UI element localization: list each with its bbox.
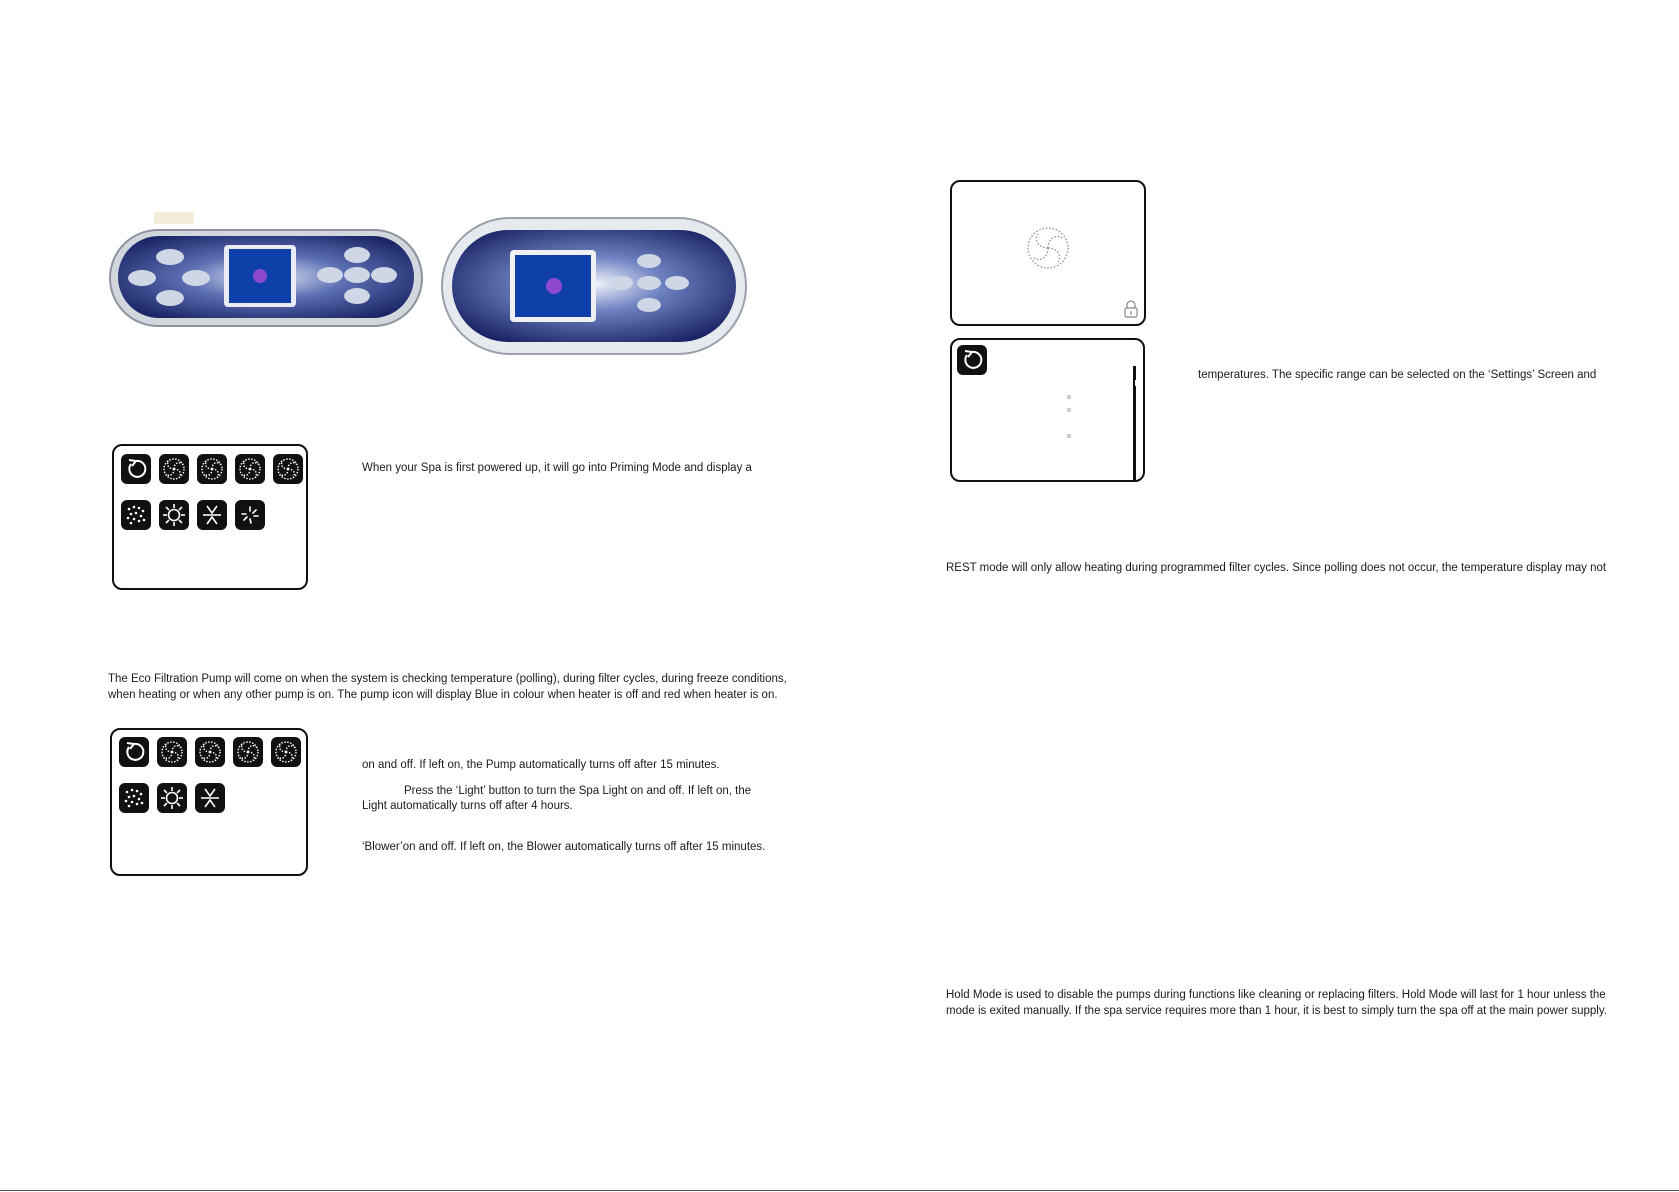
priming-screen <box>950 180 1146 326</box>
list-item-marker <box>1067 395 1071 399</box>
temperatures-paragraph: temperatures. The specific range can be selected on the ‘Settings’ Screen and <box>1198 369 1597 381</box>
pump-icon[interactable] <box>195 737 225 767</box>
hold-mode-line-2: mode is exited manually. If the spa service requires more than 1 hour, it is best to simply turn the spa off at the main power supply. <box>946 1005 1607 1017</box>
blower-icon[interactable] <box>119 783 149 813</box>
pump-icon[interactable] <box>273 454 303 484</box>
main-screen-icons-2 <box>110 728 308 876</box>
back-arrow-icon[interactable] <box>957 345 987 375</box>
back-arrow-icon[interactable] <box>119 737 149 767</box>
page-bottom-rule <box>0 1190 1679 1191</box>
light-paragraph-line-1: Press the ‘Light’ button to turn the Spa Light on and off. If left on, the <box>404 785 752 797</box>
control-panel-illustration-2 <box>440 212 748 358</box>
list-item-marker <box>1067 408 1071 412</box>
light-icon[interactable] <box>157 783 187 813</box>
rest-mode-paragraph: REST mode will only allow heating during programmed filter cycles. Since polling does not occur, the temperature display may not <box>946 562 1607 574</box>
pump-icon[interactable] <box>271 737 301 767</box>
blower-icon[interactable] <box>121 500 151 530</box>
pump-icon[interactable] <box>235 454 265 484</box>
blower-paragraph: ‘Blower’on and off. If left on, the Blower automatically turns off after 15 minutes. <box>362 841 766 853</box>
scrollbar-thumb-notch <box>1135 380 1137 386</box>
settings-list-screen <box>950 338 1145 482</box>
main-screen-icons-1 <box>112 444 308 590</box>
priming-spinner-icon <box>1024 224 1072 272</box>
pump-icon[interactable] <box>159 454 189 484</box>
hold-mode-line-1: Hold Mode is used to disable the pumps during functions like cleaning or replacing filters. Hold Mode will last for 1 hour unless the <box>946 989 1606 1001</box>
mode-icon[interactable] <box>197 500 227 530</box>
eco-filtration-line-2: when heating or when any other pump is on. The pump icon will display Blue in colour when heater is off and red when heater is on. <box>108 689 778 701</box>
circulation-pump-icon[interactable] <box>235 500 265 530</box>
pump-icon[interactable] <box>157 737 187 767</box>
control-panel-illustration-1 <box>108 212 424 330</box>
lock-icon <box>1124 300 1138 318</box>
light-icon[interactable] <box>159 500 189 530</box>
priming-mode-paragraph: When your Spa is first powered up, it will go into Priming Mode and display a <box>362 462 752 474</box>
list-item-marker <box>1067 434 1071 438</box>
mode-icon[interactable] <box>195 783 225 813</box>
eco-filtration-line-1: The Eco Filtration Pump will come on when the system is checking temperature (polling), during filter cycles, during freeze conditions, <box>108 673 787 685</box>
pump-icon[interactable] <box>233 737 263 767</box>
pump-icon[interactable] <box>197 454 227 484</box>
back-arrow-icon[interactable] <box>121 454 151 484</box>
pump-paragraph: on and off. If left on, the Pump automatically turns off after 15 minutes. <box>362 759 720 771</box>
light-paragraph-line-2: Light automatically turns off after 4 hours. <box>362 800 573 812</box>
